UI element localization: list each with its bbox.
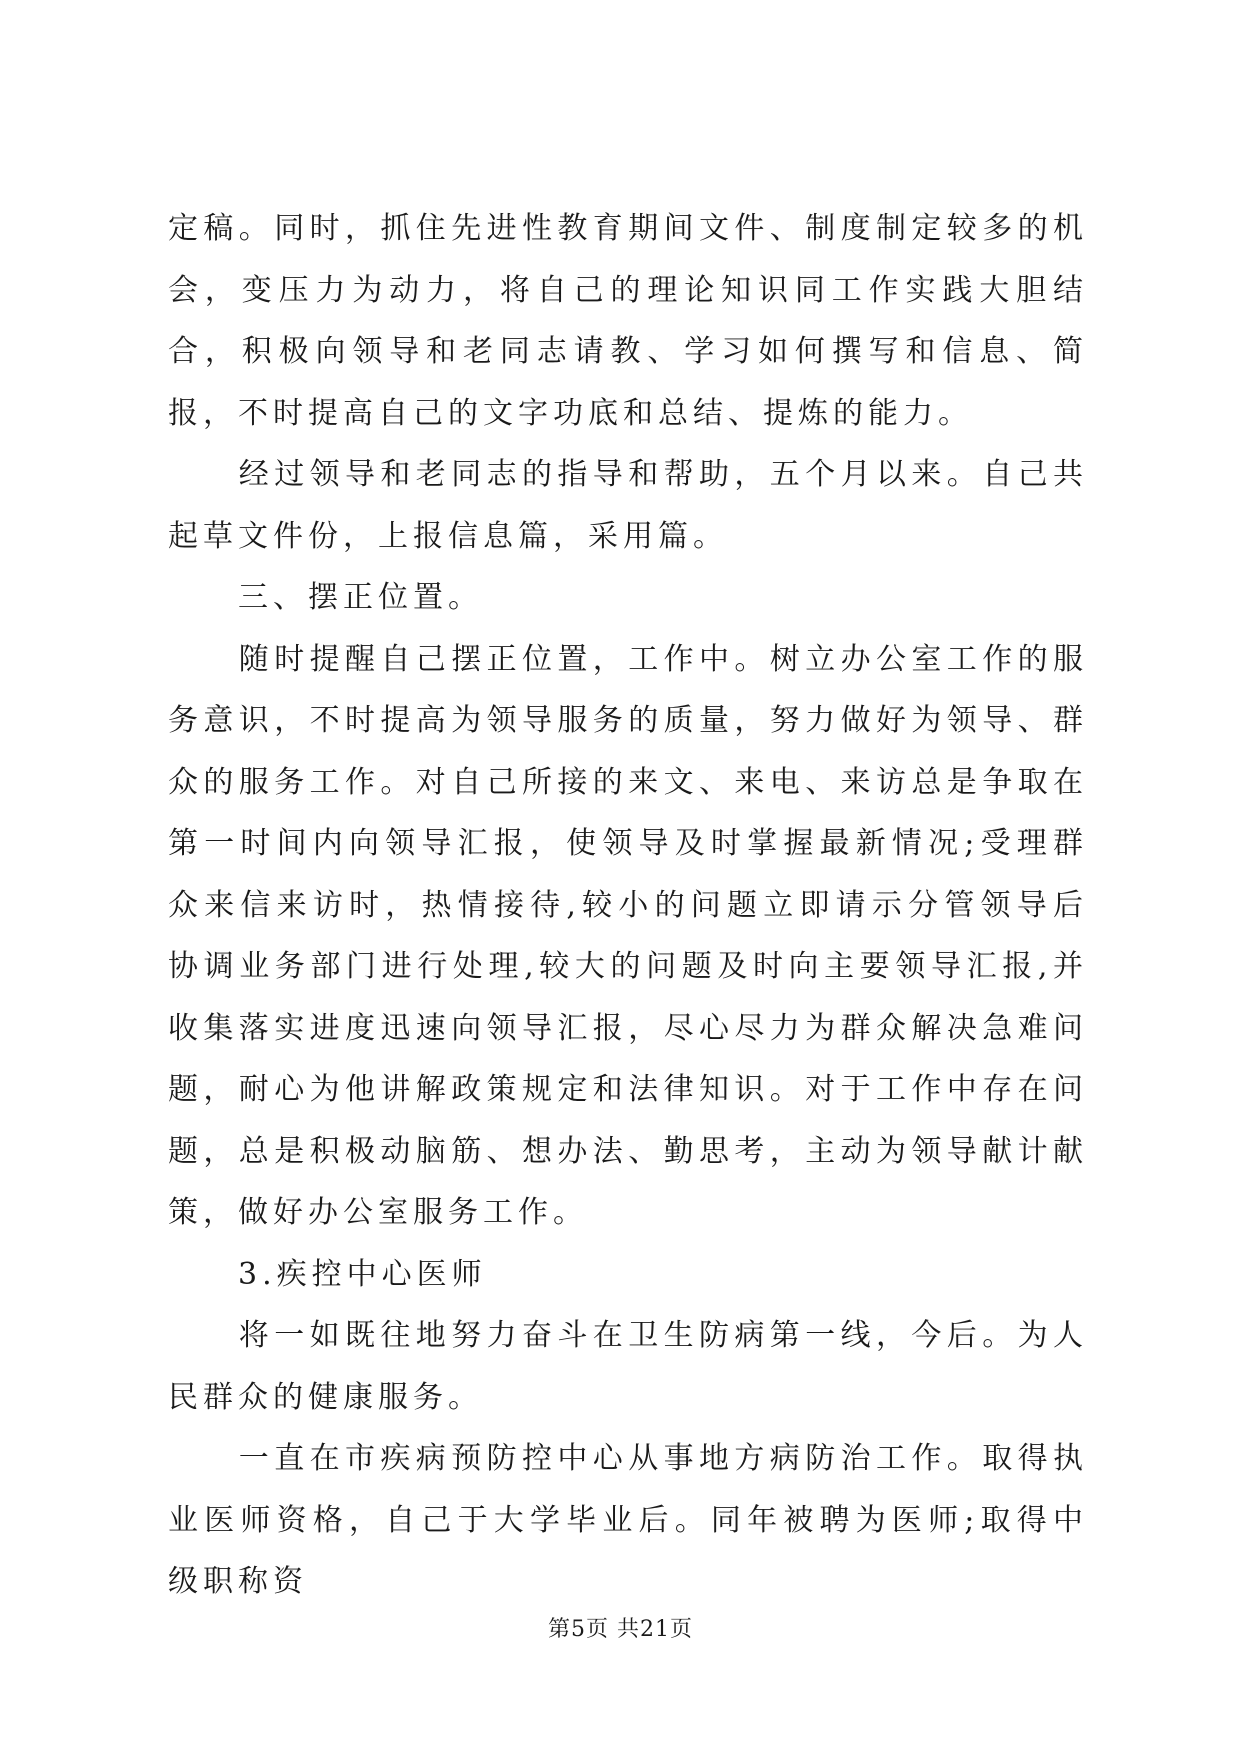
paragraph-service-work: 随时提醒自己摆正位置，工作中。树立办公室工作的服务意识，不时提高为领导服务的质量，努力做好为领导、群众的服务工作。对自己所接的来文、来电、来访总是争取在第一时间内向领导汇报，使领导及时掌握最新情况;受理群众来信来访时，热情接待,较小的问题立即请示分管领导后协调业务部门进行处理,较大的问题及时向主要领导汇报,并收集落实进度迅速向领导汇报，尽心尽力为群众解决急难问题，耐心为他讲解政策规定和法律知识。对于工作中存在问题，总是积极动脑筋、想办法、勤思考，主动为领导献计献策，做好办公室服务工作。 [168,641,1088,1230]
section-heading-cdc-physician: 3.疾控中心医师 [168,1256,487,1292]
section-heading-position: 三、摆正位置。 [168,580,483,615]
paragraph-career: 一直在市疾病预防控中心从事地方病防治工作。取得执业医师资格，自己于大学毕业后。同年被聘为医师;取得中级职称资 [168,1441,1088,1599]
document-body [168,198,1088,1613]
page-number-footer: 第5页 共21页 [548,1617,693,1642]
paragraph-drafting-summary: 经过领导和老同志的指导和帮助，五个月以来。自己共起草文件份，上报信息篇，采用篇。 [168,457,1088,554]
paragraph-continuation: 定稿。同时，抓住先进性教育期间文件、制度制定较多的机会，变压力为动力，将自己的理论知识同工作实践大胆结合，积极向领导和老同志请教、学习如何撰写和信息、简报，不时提高自己的文字功底和总结、提炼的能力。 [168,211,1088,431]
paragraph-commitment: 将一如既往地努力奋斗在卫生防病第一线，今后。为人民群众的健康服务。 [168,1318,1088,1415]
